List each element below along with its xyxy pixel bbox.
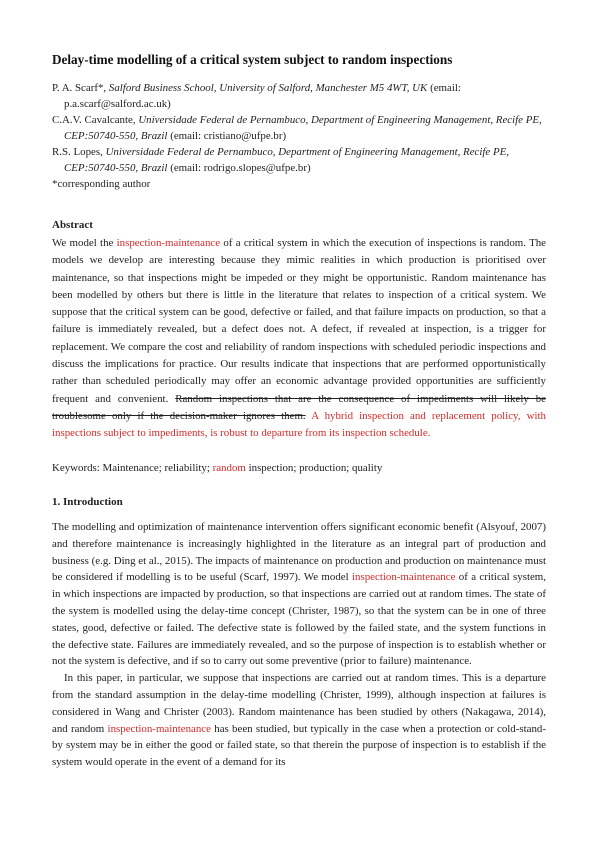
author-affiliation: Universidade Federal de Pernambuco, Department of Engineering Management, Recife PE, CEP:50740-550, Brazil	[64, 114, 542, 142]
keywords-label: Keywords	[52, 462, 97, 474]
paragraph-text: The modelling and optimization of maintenance intervention offers significant economic benefit (Alsyouf, 2007) and therefore maintenance is increasingly highlighted in the literature as an integral part of production and business (e.g. Ding et al., 2015). The impacts of maintenance on production and production on maintenance must be considered if modelling is to be useful (Scarf, 1997). We model	[52, 521, 546, 584]
paragraph	[52, 670, 546, 771]
keywords-text: : Maintenance; reliability;	[96, 462, 213, 474]
abstract-deleted-text: Random inspections that are the consequence of impediments will likely be troublesome only if the decision-maker ignores them.	[52, 392, 546, 422]
paragraph-text: of a critical system, in which inspections are impacted by production, so that inspections are carried out at random times. The state of the system is modelled using the delay-time concept (Christer, 1987), so that the system can be in one of three states, good, defective or failed. The defective state is followed by the failed state, and the system functions in the defective state. Failures are immediately revealed, and so the purpose of inspection is to establish whether or not the system is defective, and if so to carry out some preventive (prior to failure) maintenance.	[52, 571, 546, 668]
author-name: P. A. Scarf*,	[52, 82, 107, 94]
introduction-body	[52, 519, 546, 771]
author-name: C.A.V. Cavalcante,	[52, 114, 136, 126]
paragraph-text: has been studied, but typically in the case when a protection or cold-stand-by system may be in either the good or failed state, so that therein the purpose of inspection is to establish if the system would operate in the event of a demand for its	[52, 722, 546, 769]
abstract-inserted-text: A hybrid inspection and replacement policy, with inspections subject to impediments, is robust to departure from its inspection schedule.	[52, 409, 546, 440]
corresponding-author-note: *corresponding author	[52, 178, 151, 190]
paragraph-highlight: inspection-maintenance	[107, 722, 211, 735]
abstract-highlight: inspection-maintenance	[116, 237, 221, 249]
keywords-highlight: random	[212, 462, 246, 474]
author-email: (email: cristiano@ufpe.br)	[170, 129, 287, 142]
author-email: (email: p.a.scarf@salford.ac.uk)	[64, 82, 461, 110]
author-email: (email: rodrigo.slopes@ufpe.br)	[170, 161, 311, 174]
abstract-text-part: We model the	[52, 237, 117, 249]
abstract-text-part: of a critical system in which the execution of inspections is random. The models we develop are interesting because they mimic realities in which production is prioritised over maintenance, so that inspections might be impeded or they might be opportunistic. Random maintenance has been modelled by others but there is little in the literature that relates to inspection of a critical system. We suppose that the critical system can be good, defective or failed, and that failure impacts on production, so that a failure is immediately revealed, but a defect does not. A defect, if revealed at inspection, is a trigger for replacement. We compare the cost and reliability of random inspections with scheduled periodic inspections and discuss the implications for practice. Our results indicate that inspections that are performed opportunistically rather than scheduled periodically may offer an economic advantage provided opportunities are sufficiently frequent and convenient.	[52, 237, 546, 405]
author-affiliation: Universidade Federal de Pernambuco, Department of Engineering Management, Recife PE, CEP:50740-550, Brazil	[64, 146, 510, 174]
abstract-text	[52, 235, 546, 443]
author-entry	[52, 145, 546, 176]
abstract-heading: Abstract	[52, 219, 93, 231]
author-affiliation: Salford Business School, University of Salford, Manchester M5 4WT, UK	[108, 82, 428, 94]
keywords-text: inspection; production; quality	[245, 462, 383, 474]
author-entry	[52, 113, 546, 144]
section-heading-introduction: 1. Introduction	[52, 496, 123, 508]
paragraph-highlight: inspection-maintenance	[352, 571, 456, 584]
paragraph-text: In this paper, in particular, we suppose that inspections are carried out at random times. This is a departure from the standard assumption in the delay-time modelling (Christer, 1999), although inspection at failures is considered in Wang and Christer (2003). Random maintenance has been studied by others (Nakagawa, 2014), and random	[52, 672, 546, 735]
author-list	[52, 81, 546, 193]
paper-title: Delay-time modelling of a critical system subject to random inspections	[52, 52, 453, 67]
keywords-line	[52, 461, 382, 475]
author-entry	[52, 81, 546, 112]
author-name: R.S. Lopes,	[52, 146, 103, 158]
paragraph	[52, 519, 546, 670]
